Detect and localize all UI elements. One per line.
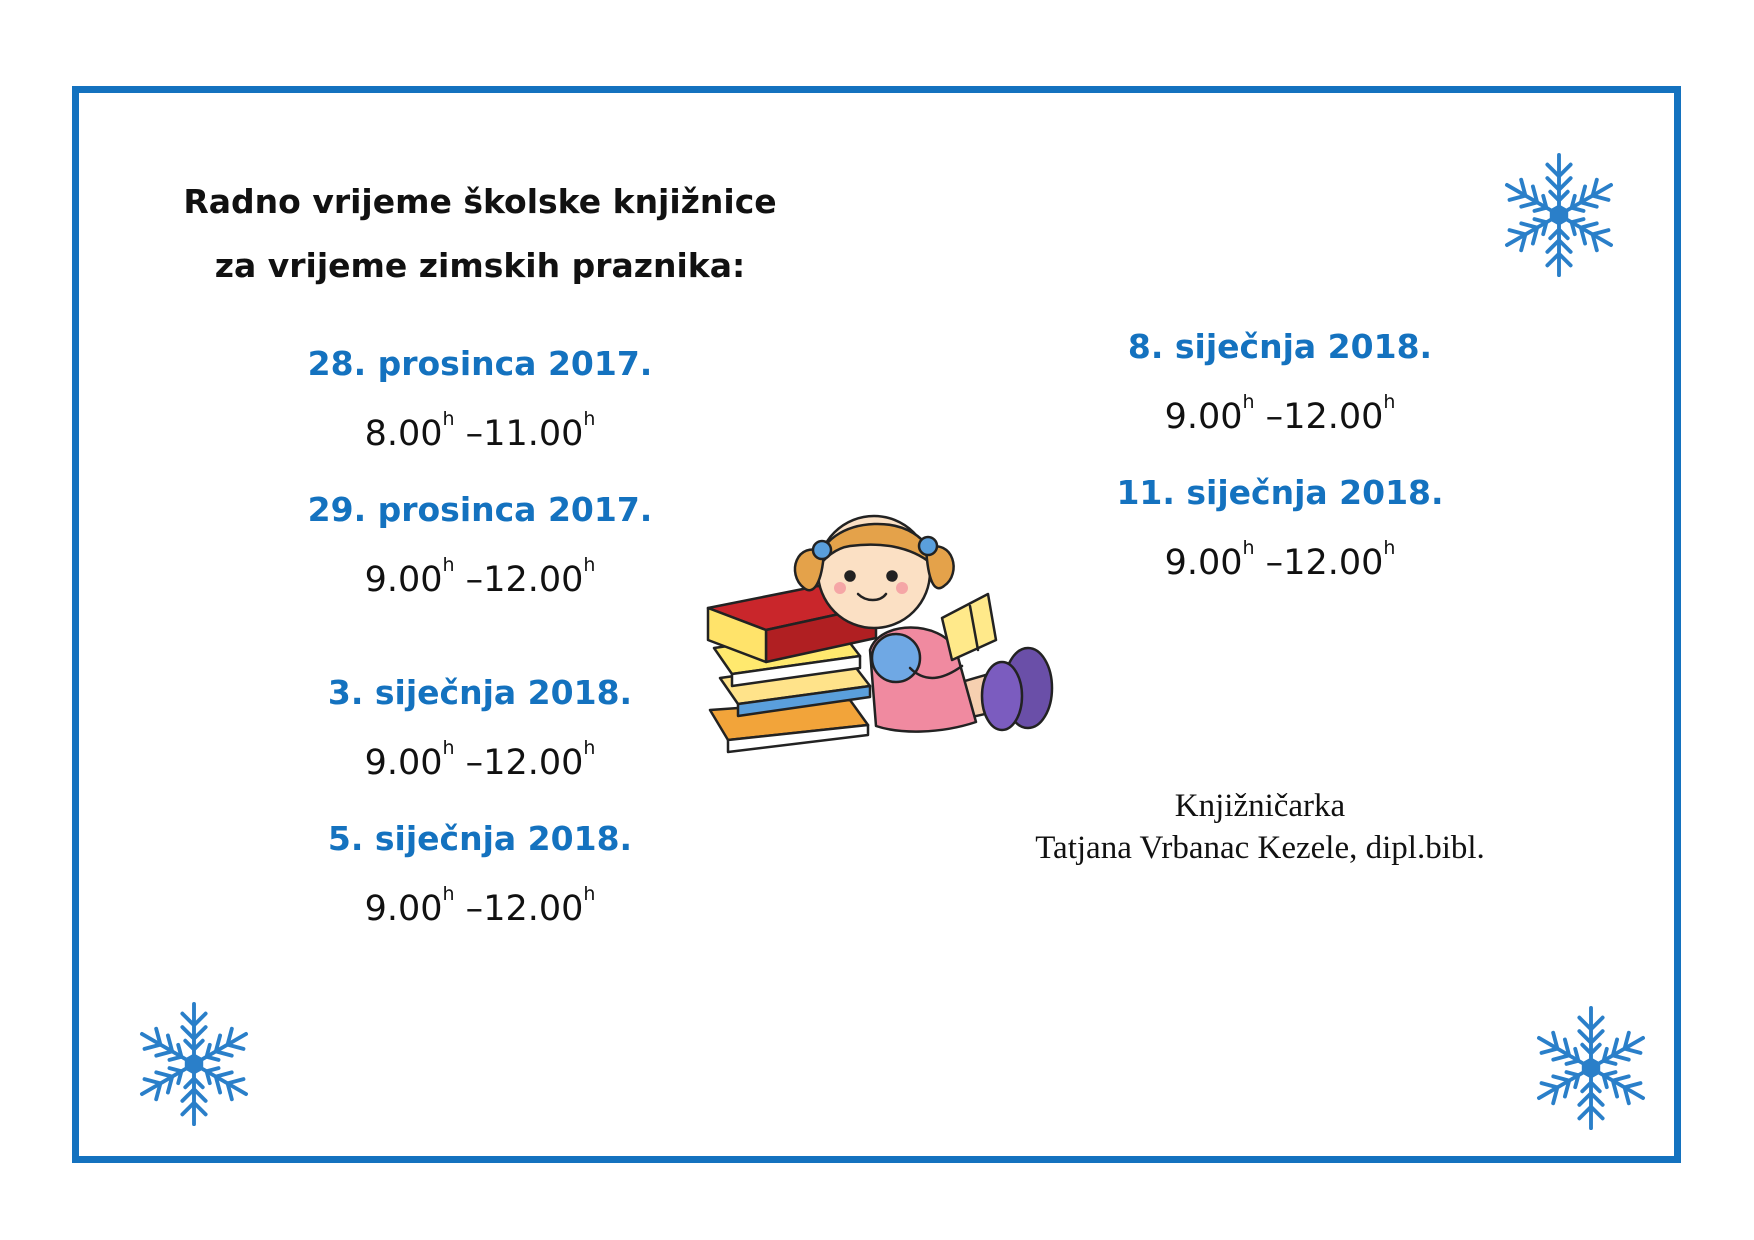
- signature-role: Knjižničarka: [1174, 788, 1346, 824]
- time-separator: –: [454, 560, 484, 600]
- time-end: 11.00: [483, 414, 584, 454]
- schedule-time: [280, 554, 680, 600]
- time-start: 9.00: [364, 560, 443, 600]
- time-start: 8.00: [364, 414, 443, 454]
- time-unit: h: [1242, 391, 1255, 413]
- schedule-time: [280, 737, 680, 783]
- page-title: [160, 170, 800, 298]
- time-unit: h: [1383, 537, 1396, 559]
- time-separator: –: [454, 414, 484, 454]
- signature-name: Tatjana Vrbanac Kezele, dipl.bibl.: [1035, 830, 1485, 866]
- time-unit: h: [583, 554, 596, 576]
- time-start: 9.00: [364, 889, 443, 929]
- time-unit: h: [583, 737, 596, 759]
- time-separator: –: [1254, 543, 1284, 583]
- time-end: 12.00: [483, 743, 584, 783]
- time-unit: h: [1383, 391, 1396, 413]
- time-separator: –: [454, 743, 484, 783]
- title-line-1: Radno vrijeme školske knjižnice: [183, 182, 777, 221]
- schedule-date: 29. prosinca 2017.: [307, 490, 653, 529]
- schedule-date: 11. siječnja 2018.: [1116, 473, 1444, 512]
- time-end: 12.00: [483, 889, 584, 929]
- time-unit: h: [583, 883, 596, 905]
- schedule-time: [1080, 391, 1480, 437]
- schedule-time: [280, 883, 680, 929]
- schedule-time: [1080, 537, 1480, 583]
- time-end: 12.00: [483, 560, 584, 600]
- time-end: 12.00: [1283, 397, 1384, 437]
- snowflake-icon: [1528, 998, 1654, 1138]
- title-line-2: za vrijeme zimskih praznika:: [214, 246, 746, 285]
- time-unit: h: [442, 883, 455, 905]
- time-separator: –: [1254, 397, 1284, 437]
- girl-reading-books-illustration: [700, 490, 1080, 770]
- time-start: 9.00: [1164, 543, 1243, 583]
- schedule-date: 5. siječnja 2018.: [327, 819, 633, 858]
- time-unit: h: [442, 408, 455, 430]
- snowflake-icon: [131, 994, 257, 1134]
- time-start: 9.00: [1164, 397, 1243, 437]
- signature-block: [960, 785, 1560, 869]
- time-unit: h: [1242, 537, 1255, 559]
- time-end: 12.00: [1283, 543, 1384, 583]
- time-unit: h: [442, 737, 455, 759]
- time-unit: h: [442, 554, 455, 576]
- time-separator: –: [454, 889, 484, 929]
- schedule-time: [280, 408, 680, 454]
- time-start: 9.00: [364, 743, 443, 783]
- schedule-date: 8. siječnja 2018.: [1127, 327, 1433, 366]
- schedule-date: 3. siječnja 2018.: [327, 673, 633, 712]
- time-unit: h: [583, 408, 596, 430]
- snowflake-icon: [1496, 145, 1622, 285]
- schedule-date: 28. prosinca 2017.: [307, 344, 653, 383]
